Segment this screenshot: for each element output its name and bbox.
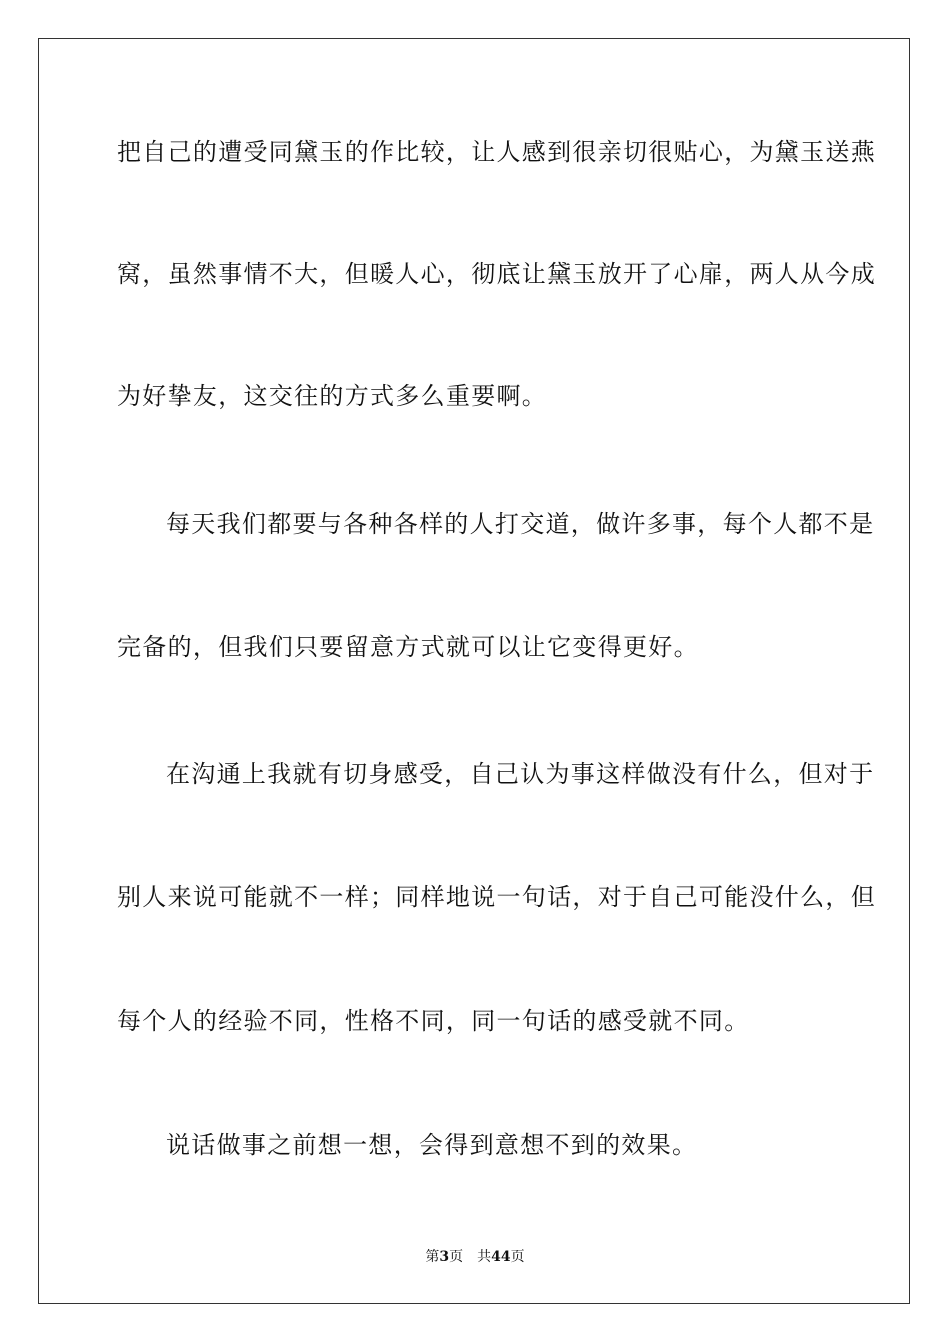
page-suffix: 页 [449, 1249, 464, 1265]
text-line-4: 每天我们都要与各种各样的人打交道，做许多事，每个人都不是 [166, 510, 875, 538]
text-line-1: 把自己的遭受同黛玉的作比较，让人感到很亲切很贴心，为黛玉送燕 [117, 138, 876, 166]
text-line-3: 为好挚友，这交往的方式多么重要啊。 [117, 382, 548, 410]
total-suffix: 页 [510, 1249, 525, 1265]
page-number: 3 [439, 1249, 450, 1265]
page-prefix: 第 [425, 1249, 440, 1265]
page-footer [0, 1246, 950, 1266]
text-line-6: 在沟通上我就有切身感受，自己认为事这样做没有什么，但对于 [166, 760, 875, 788]
text-line-9: 说话做事之前想一想，会得到意想不到的效果。 [166, 1131, 698, 1159]
text-line-5: 完备的，但我们只要留意方式就可以让它变得更好。 [117, 633, 699, 661]
text-line-7: 别人来说可能就不一样；同样地说一句话，对于自己可能没什么，但 [117, 883, 876, 911]
page-border [38, 38, 910, 1304]
total-pages: 44 [491, 1249, 511, 1265]
text-line-2: 窝，虽然事情不大，但暖人心，彻底让黛玉放开了心扉，两人从今成 [117, 260, 876, 288]
total-prefix: 共 [477, 1249, 492, 1265]
text-line-8: 每个人的经验不同，性格不同，同一句话的感受就不同。 [117, 1007, 750, 1035]
